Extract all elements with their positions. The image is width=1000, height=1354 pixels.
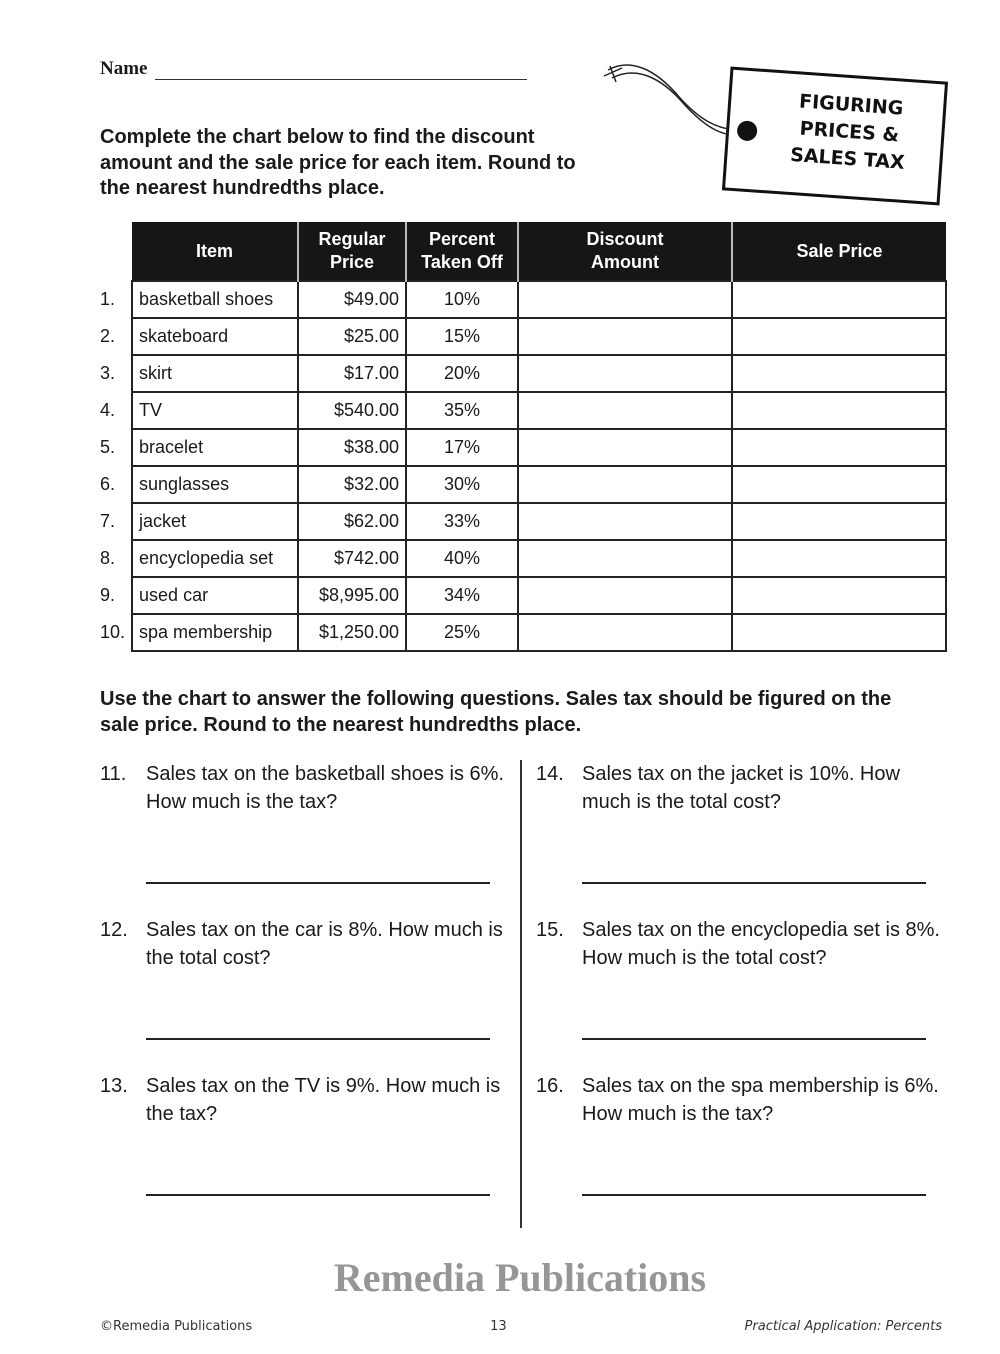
answer-line[interactable] [146, 1174, 490, 1196]
row-number: 9. [100, 585, 116, 605]
table-row [96, 355, 946, 392]
tag-title-line: PRICES & [798, 117, 900, 147]
answer-line[interactable] [582, 862, 926, 884]
column-header-item: Item [132, 222, 298, 281]
cell-discount-amount-input[interactable] [518, 614, 732, 651]
cell-item: sunglasses [132, 466, 298, 503]
cell-percent-taken-off: 30% [406, 466, 518, 503]
watermark-area [100, 1254, 940, 1301]
row-number: 6. [100, 474, 116, 494]
questions-section [100, 760, 940, 1228]
question-text: Sales tax on the TV is 9%. How much is the tax? [146, 1075, 501, 1125]
cell-item: skirt [132, 355, 298, 392]
cell-discount-amount-input[interactable] [518, 577, 732, 614]
cell-item: encyclopedia set [132, 540, 298, 577]
chart-instructions: Complete the chart below to find the discount amount and the sale price for each item. Round to the nearest hundredths place. [100, 126, 576, 199]
table-row [96, 429, 946, 466]
tag-title-line: SALES TAX [789, 143, 906, 174]
name-input-line[interactable] [155, 61, 527, 80]
question-row [100, 1072, 504, 1128]
question-text: Sales tax on the basketball shoes is 6%. How much is the tax? [146, 763, 504, 813]
page-footer [100, 1319, 942, 1334]
cell-discount-amount-input[interactable] [518, 540, 732, 577]
cell-sale-price-input[interactable] [732, 281, 946, 318]
table-row [96, 281, 946, 318]
cell-sale-price-input[interactable] [732, 392, 946, 429]
watermark: Remedia Publications [333, 1255, 707, 1300]
table-row [96, 577, 946, 614]
question-number: 15. [536, 919, 564, 941]
cell-sale-price-input[interactable] [732, 466, 946, 503]
questions-instructions: Use the chart to answer the following questions. Sales tax should be figured on the sale price. Round to the nearest hundredths place. [100, 688, 892, 736]
cell-sale-price-input[interactable] [732, 614, 946, 651]
footer-page-number: 13 [490, 1319, 507, 1334]
cell-discount-amount-input[interactable] [518, 429, 732, 466]
question-text: Sales tax on the encyclopedia set is 8%. How much is the total cost? [582, 919, 940, 969]
question-item [536, 916, 940, 1072]
tag-title [761, 86, 938, 179]
cell-item: used car [132, 577, 298, 614]
cell-percent-taken-off: 20% [406, 355, 518, 392]
question-item [536, 1072, 940, 1228]
name-field-row [100, 58, 527, 80]
cell-regular-price: $32.00 [298, 466, 406, 503]
tag-label-box [722, 67, 948, 206]
cell-regular-price: $25.00 [298, 318, 406, 355]
cell-percent-taken-off: 34% [406, 577, 518, 614]
cell-percent-taken-off: 10% [406, 281, 518, 318]
table-row [96, 540, 946, 577]
column-header-discount-amount: Discount Amount [518, 222, 732, 281]
cell-discount-amount-input[interactable] [518, 392, 732, 429]
chart-wrapper [96, 222, 1000, 652]
cell-discount-amount-input[interactable] [518, 281, 732, 318]
table-row [96, 466, 946, 503]
price-tag-graphic [600, 58, 960, 218]
question-number: 14. [536, 763, 564, 785]
cell-item: TV [132, 392, 298, 429]
cell-percent-taken-off: 17% [406, 429, 518, 466]
cell-sale-price-input[interactable] [732, 540, 946, 577]
table-row [96, 503, 946, 540]
page-header [0, 0, 1000, 212]
discount-chart [96, 222, 947, 652]
question-text: Sales tax on the jacket is 10%. How much is the total cost? [582, 763, 900, 813]
question-row [536, 1072, 940, 1128]
cell-percent-taken-off: 40% [406, 540, 518, 577]
cell-percent-taken-off: 33% [406, 503, 518, 540]
cell-discount-amount-input[interactable] [518, 318, 732, 355]
cell-regular-price: $8,995.00 [298, 577, 406, 614]
cell-item: basketball shoes [132, 281, 298, 318]
question-item [100, 916, 504, 1072]
cell-sale-price-input[interactable] [732, 355, 946, 392]
cell-percent-taken-off: 35% [406, 392, 518, 429]
cell-regular-price: $38.00 [298, 429, 406, 466]
cell-regular-price: $1,250.00 [298, 614, 406, 651]
question-row [536, 916, 940, 972]
row-number: 1. [100, 289, 116, 309]
table-row [96, 392, 946, 429]
cell-regular-price: $742.00 [298, 540, 406, 577]
cell-item: jacket [132, 503, 298, 540]
cell-sale-price-input[interactable] [732, 503, 946, 540]
question-number: 11. [100, 763, 127, 785]
row-number: 8. [100, 548, 116, 568]
tag-title-line: FIGURING [798, 90, 904, 120]
question-row [100, 760, 504, 816]
cell-regular-price: $540.00 [298, 392, 406, 429]
cell-percent-taken-off: 15% [406, 318, 518, 355]
question-item [536, 760, 940, 916]
table-row [96, 318, 946, 355]
footer-copyright: ©Remedia Publications [100, 1319, 253, 1334]
tag-hole-icon [736, 120, 757, 141]
cell-discount-amount-input[interactable] [518, 466, 732, 503]
question-row [536, 760, 940, 816]
column-header-sale-price: Sale Price [732, 222, 946, 281]
cell-discount-amount-input[interactable] [518, 503, 732, 540]
cell-regular-price: $49.00 [298, 281, 406, 318]
name-label: Name [100, 58, 148, 79]
cell-discount-amount-input[interactable] [518, 355, 732, 392]
row-number: 5. [100, 437, 116, 457]
cell-percent-taken-off: 25% [406, 614, 518, 651]
cell-sale-price-input[interactable] [732, 318, 946, 355]
row-number: 3. [100, 363, 116, 383]
answer-line[interactable] [582, 1174, 926, 1196]
question-item [100, 760, 504, 916]
question-text: Sales tax on the car is 8%. How much is the total cost? [146, 919, 503, 969]
answer-line[interactable] [146, 1018, 490, 1040]
answer-line[interactable] [146, 862, 490, 884]
question-number: 16. [536, 1075, 564, 1097]
chart-body [96, 281, 946, 651]
table-row [96, 614, 946, 651]
column-header-percent-taken-off: Percent Taken Off [406, 222, 518, 281]
row-number: 2. [100, 326, 116, 346]
cell-item: skateboard [132, 318, 298, 355]
questions-column-right [520, 760, 940, 1228]
question-text: Sales tax on the spa membership is 6%. How much is the tax? [582, 1075, 939, 1125]
chart-header-row [96, 222, 946, 281]
column-header-regular-price: Regular Price [298, 222, 406, 281]
question-row [100, 916, 504, 972]
row-number: 4. [100, 400, 116, 420]
cell-item: bracelet [132, 429, 298, 466]
questions-column-left [100, 760, 520, 1228]
row-number: 10. [100, 622, 126, 642]
row-number-header-spacer [96, 222, 132, 281]
footer-section-title: Practical Application: Percents [744, 1319, 942, 1334]
cell-regular-price: $17.00 [298, 355, 406, 392]
cell-regular-price: $62.00 [298, 503, 406, 540]
answer-line[interactable] [582, 1018, 926, 1040]
question-number: 12. [100, 919, 128, 941]
cell-sale-price-input[interactable] [732, 577, 946, 614]
question-item [100, 1072, 504, 1228]
row-number: 7. [100, 511, 116, 531]
cell-item: spa membership [132, 614, 298, 651]
question-number: 13. [100, 1075, 128, 1097]
cell-sale-price-input[interactable] [732, 429, 946, 466]
